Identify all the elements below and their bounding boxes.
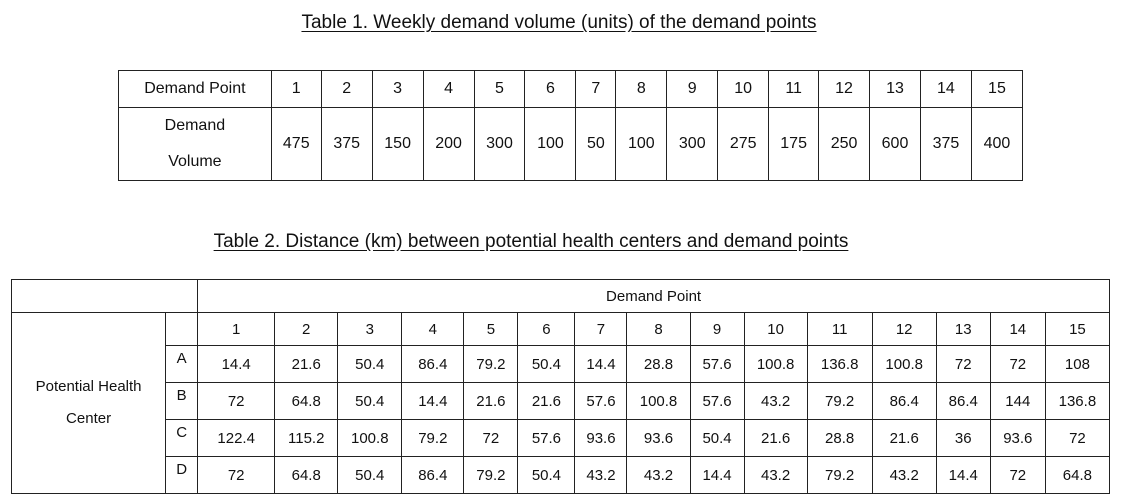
- demand-point-number: 5: [474, 71, 525, 108]
- center-letter: C: [166, 420, 198, 457]
- distance-cell: 93.6: [627, 420, 690, 457]
- demand-volume-cell: 400: [971, 108, 1022, 181]
- demand-point-number: 11: [769, 71, 819, 108]
- demand-point-number: 7: [576, 71, 616, 108]
- demand-point-number: 5: [464, 313, 518, 346]
- distance-table: [11, 279, 1110, 494]
- demand-point-number: 10: [744, 313, 807, 346]
- demand-point-number: 14: [920, 71, 971, 108]
- distance-cell: 14.4: [198, 346, 275, 383]
- distance-cell: 36: [936, 420, 990, 457]
- demand-volume-cell: 375: [321, 108, 372, 181]
- distance-cell: 50.4: [690, 420, 744, 457]
- distance-cell: 79.2: [807, 457, 872, 494]
- distance-cell: 72: [1045, 420, 1109, 457]
- distance-cell: 50.4: [518, 346, 575, 383]
- distance-cell: 14.4: [936, 457, 990, 494]
- demand-volume-cell: 300: [667, 108, 718, 181]
- demand-volume-cell: 100: [616, 108, 667, 181]
- distance-cell: 57.6: [690, 383, 744, 420]
- distance-cell: 43.2: [627, 457, 690, 494]
- distance-cell: 43.2: [575, 457, 627, 494]
- demand-point-number: 1: [198, 313, 275, 346]
- demand-point-header: Demand Point: [119, 71, 272, 108]
- distance-cell: 86.4: [402, 346, 464, 383]
- table2-caption: Table 2. Distance (km) between potential health centers and demand points: [213, 231, 849, 252]
- distance-cell: 57.6: [690, 346, 744, 383]
- distance-cell: 86.4: [402, 457, 464, 494]
- demand-point-number: 13: [870, 71, 921, 108]
- distance-cell: 21.6: [275, 346, 338, 383]
- demand-point-number: 11: [807, 313, 872, 346]
- distance-cell: 43.2: [744, 383, 807, 420]
- demand-point-number: 9: [667, 71, 718, 108]
- center-letter: D: [166, 457, 198, 494]
- demand-volume-label-line2: Volume: [168, 153, 222, 170]
- potential-health-center-label-line2: Center: [66, 410, 112, 427]
- demand-volume-cell: 175: [769, 108, 819, 181]
- table-row: [12, 346, 1110, 383]
- demand-point-number: 8: [616, 71, 667, 108]
- center-letter: A: [166, 346, 198, 383]
- center-letter: B: [166, 383, 198, 420]
- demand-point-number: 14: [990, 313, 1045, 346]
- demand-point-header: Demand Point: [198, 280, 1110, 313]
- distance-cell: 136.8: [807, 346, 872, 383]
- distance-cell: 72: [990, 457, 1045, 494]
- demand-volume-cell: 250: [819, 108, 870, 181]
- demand-point-number: 6: [518, 313, 575, 346]
- distance-cell: 21.6: [464, 383, 518, 420]
- distance-cell: 100.8: [872, 346, 936, 383]
- distance-cell: 21.6: [872, 420, 936, 457]
- distance-cell: 64.8: [275, 457, 338, 494]
- table1-caption: Table 1. Weekly demand volume (units) of the demand points: [301, 12, 817, 33]
- distance-cell: 72: [198, 383, 275, 420]
- demand-volume-cell: 600: [870, 108, 921, 181]
- distance-cell: 72: [198, 457, 275, 494]
- table-row: [119, 71, 1023, 108]
- demand-point-number: 3: [372, 71, 423, 108]
- demand-volume-cell: 300: [474, 108, 525, 181]
- distance-cell: 86.4: [872, 383, 936, 420]
- demand-volume-cell: 475: [271, 108, 321, 181]
- demand-point-number: 2: [321, 71, 372, 108]
- demand-point-number: 6: [525, 71, 576, 108]
- demand-point-number: 2: [275, 313, 338, 346]
- demand-volume-table: [118, 70, 1023, 181]
- distance-cell: 50.4: [338, 383, 402, 420]
- demand-volume-cell: 100: [525, 108, 576, 181]
- distance-cell: 28.8: [627, 346, 690, 383]
- distance-cell: 86.4: [936, 383, 990, 420]
- table-row: [119, 108, 1023, 181]
- corner-blank-cell: [12, 280, 198, 313]
- distance-cell: 72: [936, 346, 990, 383]
- demand-point-number: 3: [338, 313, 402, 346]
- demand-volume-cell: 50: [576, 108, 616, 181]
- distance-cell: 93.6: [990, 420, 1045, 457]
- distance-cell: 21.6: [518, 383, 575, 420]
- demand-point-number: 4: [402, 313, 464, 346]
- demand-volume-label: [119, 108, 272, 181]
- demand-volume-cell: 375: [920, 108, 971, 181]
- table-row: [12, 313, 1110, 346]
- distance-cell: 50.4: [338, 457, 402, 494]
- distance-cell: 50.4: [518, 457, 575, 494]
- table-row: [12, 280, 1110, 313]
- demand-point-number: 1: [271, 71, 321, 108]
- demand-volume-label-line1: Demand: [164, 117, 226, 134]
- demand-volume-cell: 150: [372, 108, 423, 181]
- demand-point-number: 13: [936, 313, 990, 346]
- demand-point-number: 9: [690, 313, 744, 346]
- potential-health-center-label: [12, 313, 166, 494]
- distance-cell: 14.4: [575, 346, 627, 383]
- distance-cell: 79.2: [464, 457, 518, 494]
- distance-cell: 14.4: [690, 457, 744, 494]
- demand-volume-cell: 275: [718, 108, 769, 181]
- distance-cell: 50.4: [338, 346, 402, 383]
- distance-cell: 108: [1045, 346, 1109, 383]
- demand-point-number: 15: [971, 71, 1022, 108]
- demand-point-number: 12: [872, 313, 936, 346]
- distance-cell: 79.2: [464, 346, 518, 383]
- distance-cell: 100.8: [338, 420, 402, 457]
- table-row: [12, 420, 1110, 457]
- distance-cell: 136.8: [1045, 383, 1109, 420]
- distance-cell: 64.8: [275, 383, 338, 420]
- distance-cell: 72: [990, 346, 1045, 383]
- distance-cell: 57.6: [575, 383, 627, 420]
- demand-point-number: 15: [1045, 313, 1109, 346]
- distance-cell: 79.2: [402, 420, 464, 457]
- distance-cell: 100.8: [744, 346, 807, 383]
- distance-cell: 144: [990, 383, 1045, 420]
- demand-point-number: 10: [718, 71, 769, 108]
- demand-point-number: 7: [575, 313, 627, 346]
- distance-cell: 115.2: [275, 420, 338, 457]
- distance-cell: 43.2: [872, 457, 936, 494]
- distance-cell: 43.2: [744, 457, 807, 494]
- distance-cell: 122.4: [198, 420, 275, 457]
- distance-cell: 72: [464, 420, 518, 457]
- table-row: [12, 383, 1110, 420]
- distance-cell: 28.8: [807, 420, 872, 457]
- distance-cell: 64.8: [1045, 457, 1109, 494]
- demand-point-number: 4: [423, 71, 474, 108]
- center-letter-blank: [166, 313, 198, 346]
- demand-point-number: 12: [819, 71, 870, 108]
- distance-cell: 93.6: [575, 420, 627, 457]
- distance-cell: 79.2: [807, 383, 872, 420]
- distance-cell: 21.6: [744, 420, 807, 457]
- potential-health-center-label-line1: Potential Health: [35, 378, 142, 395]
- distance-cell: 100.8: [627, 383, 690, 420]
- table-row: [12, 457, 1110, 494]
- distance-cell: 57.6: [518, 420, 575, 457]
- distance-cell: 14.4: [402, 383, 464, 420]
- demand-point-number: 8: [627, 313, 690, 346]
- demand-volume-cell: 200: [423, 108, 474, 181]
